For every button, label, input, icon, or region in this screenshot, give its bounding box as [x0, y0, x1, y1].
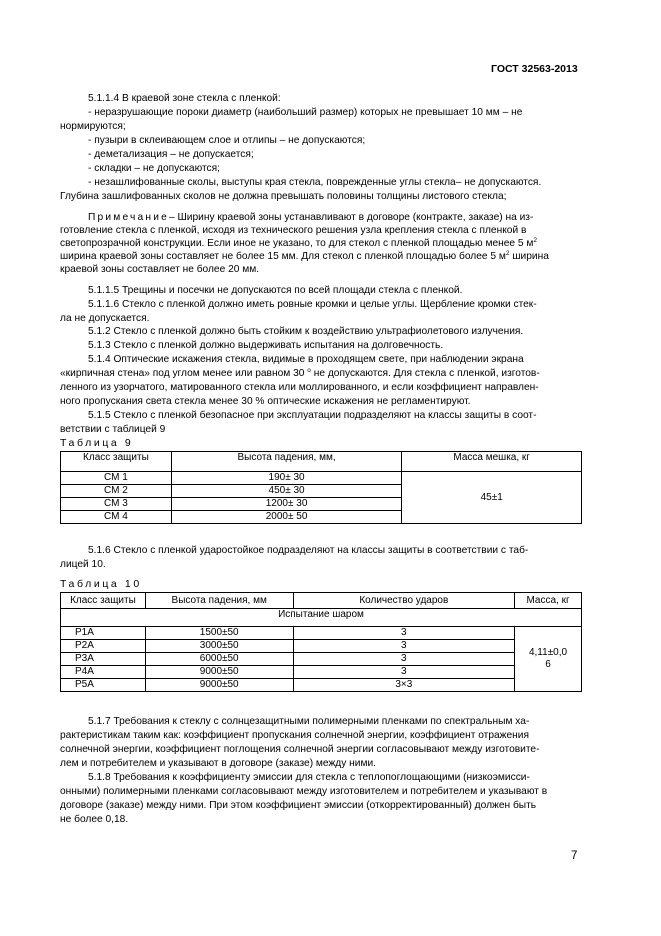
- note-line-5: краевой зоны составляет не более 20 мм.: [60, 264, 260, 275]
- table-9-cell-height: 450± 30: [171, 485, 402, 498]
- table-9-cell-height: 190± 30: [171, 472, 402, 485]
- table-9-cell-class: СМ 1: [61, 472, 172, 485]
- table-10-cell-height: 6000±50: [145, 653, 293, 666]
- note-label: Примечание: [88, 212, 169, 223]
- table-9-cell-mass: 45±1: [402, 472, 582, 524]
- table-10-header-class: Класс защиты: [61, 593, 146, 609]
- table-9-cell-height: 1200± 30: [171, 498, 402, 511]
- clause-5-1-1-5: 5.1.1.5 Трещины и посечки не допускаются по всей площади стекла с пленкой.: [88, 285, 463, 296]
- clause-5-1-2: 5.1.2 Стекло с пленкой должно быть стойким к воздействию ультрафиолетового излучения.: [88, 326, 524, 337]
- clause-5-1-6-cont: лицей 10.: [60, 559, 106, 570]
- table-9-cell-class: СМ 2: [61, 485, 172, 498]
- table-row: [61, 640, 582, 653]
- clause-5-1-4-line-4: ного пропускания света стекла менее 30 % оптические искажения не регламентируют.: [60, 396, 471, 407]
- clause-5-1-8-line-2: онными) полимерными пленками согласовывают между изготовителем и потребителем и указывают в: [60, 786, 548, 797]
- clause-5-1-1-4-item-2: - пузыри в склеивающем слое и отлипы – не допускаются;: [88, 135, 366, 146]
- table-row: [61, 627, 582, 640]
- table-10-subheader: Испытание шаром: [61, 609, 582, 627]
- table-10-cell-height: 1500±50: [145, 627, 293, 640]
- clause-5-1-1-4-tail: Глубина зашлифованных сколов не должна превышать половины толщины листового стекла;: [60, 191, 507, 202]
- table-10-cell-hits: 3: [293, 653, 515, 666]
- table-row: [61, 472, 582, 485]
- clause-5-1-1-4-item-1: - неразрушающие пороки диаметр (наибольший размер) которых не превышает 10 мм – не: [88, 107, 523, 118]
- clause-5-1-8-line-1: 5.1.8 Требования к коэффициенту эмиссии для стекла с теплопоглощающими (низкоэмисси-: [88, 772, 530, 783]
- clause-5-1-1-4-title: 5.1.1.4 В краевой зоне стекла с пленкой:: [88, 93, 281, 104]
- clause-5-1-4-line-1: 5.1.4 Оптические искажения стекла, видимые в проходящем свете, при наблюдении экрана: [88, 354, 524, 365]
- note-line-4: ширина краевой зоны составляет не более 15 мм. Для стекол с пленкой площадью более 5 $м^2$ ширина: [60, 250, 549, 262]
- clause-5-1-7-line-1: 5.1.7 Требования к стеклу с солнцезащитными полимерными пленками по спектральным ха-: [88, 716, 530, 727]
- clause-5-1-5-cont: ветствии с таблицей 9: [60, 424, 166, 435]
- table-10-cell-class: Р2А: [61, 640, 146, 653]
- clause-5-1-7-line-3: солнечной энергии, коэффициент поглощения солнечной энергии согласовывают между изготовите-: [60, 744, 540, 755]
- table-10: [60, 592, 582, 692]
- table-10-cell-class: Р3А: [61, 653, 146, 666]
- table-10-cell-hits: 3: [293, 627, 515, 640]
- table-9-cell-class: СМ 3: [61, 498, 172, 511]
- table-10-cell-class: Р1А: [61, 627, 146, 640]
- note-line-1: Примечание– Ширину краевой зоны устанавливают в договоре (контракте, заказе) на из-: [88, 212, 534, 223]
- clause-5-1-7-line-2: рактеристикам таким как: коэффициент пропускания солнечной энергии, коэффициент отражения: [60, 730, 529, 741]
- clause-5-1-8-line-4: не более 0,18.: [60, 814, 129, 825]
- table-10-caption: Таблица 10: [60, 578, 142, 590]
- clause-5-1-4-line-2: «кирпичная стена» под углом менее или равном 30 $^о$ не допускаются. Для стекла с пленкой, изготов-: [60, 367, 540, 379]
- clause-5-1-5: 5.1.5 Стекло с пленкой безопасное при эксплуатации подразделяют на классы защиты в соот-: [88, 410, 537, 421]
- clause-5-1-3: 5.1.3 Стекло с пленкой должно выдерживать испытания на долговечность.: [88, 340, 444, 351]
- document-header: ГОСТ 32563-2013: [491, 63, 578, 75]
- table-row: [61, 679, 582, 692]
- note-line-2: готовление стекла с пленкой, исходя из технического решения узла крепления стекла с пленкой в: [60, 225, 527, 236]
- table-10-cell-height: 3000±50: [145, 640, 293, 653]
- clause-5-1-7-line-4: лем и потребителем и указывают в договоре (заказе) между ними.: [60, 758, 376, 769]
- table-10-cell-height: 9000±50: [145, 666, 293, 679]
- table-9-header-class: Класс защиты: [61, 452, 172, 472]
- table-9-cell-class: СМ 4: [61, 511, 172, 524]
- clause-5-1-6: 5.1.6 Стекло с пленкой ударостойкое подразделяют на классы защиты в соответствии с таб-: [88, 545, 529, 556]
- table-10-cell-height: 9000±50: [145, 679, 293, 692]
- table-9-cell-height: 2000± 50: [171, 511, 402, 524]
- clause-5-1-8-line-3: договоре (заказе) между ними. При этом коэффициент эмиссии (откорректированный) должен быть: [60, 800, 537, 811]
- table-row: [61, 666, 582, 679]
- clause-5-1-4-line-3: ленного из узорчатого, матированного стекла или моллированного, и если коэффициент направлен-: [60, 382, 539, 393]
- table-9-header-mass: Масса мешка, кг: [402, 452, 582, 472]
- table-10-header-height: Высота падения, мм: [145, 593, 293, 609]
- clause-5-1-1-4-item-5: - незашлифованные сколы, выступы края стекла, поврежденные углы стекла– не допускаются.: [88, 177, 542, 188]
- clause-5-1-1-6: 5.1.1.6 Стекло с пленкой должно иметь ровные кромки и целые углы. Щербление кромки стек-: [88, 299, 537, 310]
- clause-5-1-1-4-item-4: - складки – не допускаются;: [88, 163, 220, 174]
- table-10-cell-class: Р5А: [61, 679, 146, 692]
- table-10-cell-hits: 3×3: [293, 679, 515, 692]
- table-9-caption: Таблица 9: [60, 437, 134, 449]
- clause-5-1-1-6-cont: ла не допускается.: [60, 313, 150, 324]
- table-10-cell-hits: 3: [293, 640, 515, 653]
- table-10-cell-hits: 3: [293, 666, 515, 679]
- table-10-header-mass: Масса, кг: [515, 593, 582, 609]
- page-number: 7: [571, 850, 578, 862]
- table-10-cell-class: Р4А: [61, 666, 146, 679]
- clause-5-1-1-4-item-1-cont: нормируются;: [60, 121, 126, 132]
- clause-5-1-1-4-item-3: - деметализация – не допускается;: [88, 149, 254, 160]
- table-row: [61, 653, 582, 666]
- table-9-header-height: Высота падения, мм,: [171, 452, 402, 472]
- note-line-3: светопрозрачной конструкции. Если иное не указано, то для стекол с пленкой площадью менее 5 $м^2$: [60, 237, 538, 249]
- table-10-header-hits: Количество ударов: [293, 593, 515, 609]
- table-10-cell-mass: 4,11±0,0 6: [515, 627, 582, 692]
- table-9: [60, 451, 582, 524]
